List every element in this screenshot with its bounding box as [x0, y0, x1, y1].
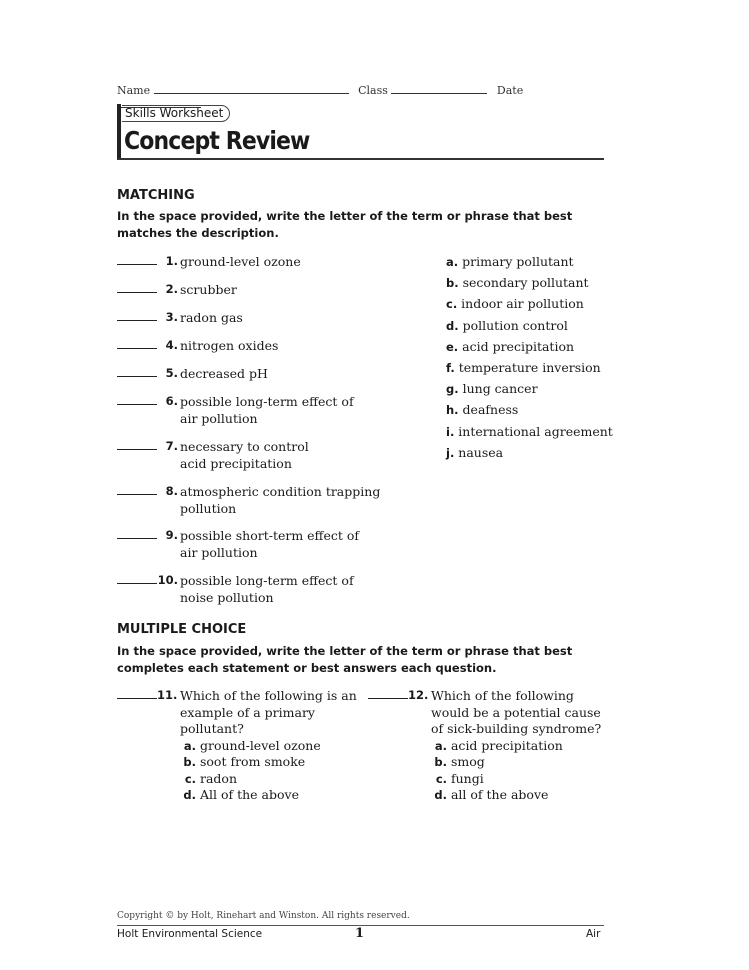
- item-text: scrubber: [180, 282, 237, 297]
- answer-blank[interactable]: [117, 337, 157, 349]
- title-rule: [117, 158, 604, 160]
- choice-text: soot from smoke: [199, 754, 306, 769]
- option-letter: j.: [446, 445, 455, 460]
- item-number: 2.: [165, 282, 178, 296]
- item-text: acid precipitation: [180, 456, 292, 471]
- skills-worksheet-badge: Skills Worksheet: [122, 105, 230, 122]
- matching-option: [446, 423, 613, 441]
- option-letter: e.: [446, 339, 459, 354]
- item-text: radon gas: [180, 310, 243, 325]
- option-text: deafness: [462, 402, 519, 418]
- option-text: pollution control: [462, 317, 568, 333]
- item-text: noise pollution: [180, 590, 274, 605]
- option-letter: h.: [446, 403, 459, 418]
- option-text: international agreement: [458, 423, 613, 439]
- matching-option: [446, 359, 601, 377]
- item-number: 10.: [157, 573, 178, 587]
- matching-instructions: In the space provided, write the letter of the term or phrase that best matches the description.: [117, 209, 573, 240]
- question-number: 12.: [408, 688, 429, 702]
- choice-letter: a.: [434, 738, 447, 753]
- matching-item: [117, 393, 417, 429]
- option-letter: f.: [446, 361, 455, 375]
- item-number: 8.: [165, 484, 178, 498]
- option-letter: g.: [446, 382, 459, 397]
- option-letter: i.: [446, 424, 455, 439]
- answer-choice: [431, 737, 563, 755]
- item-text: necessary to control: [180, 439, 309, 454]
- name-label: Name: [117, 84, 151, 97]
- choice-text: All of the above: [199, 787, 299, 802]
- answer-blank[interactable]: [117, 365, 157, 377]
- choice-letter: b.: [434, 755, 447, 769]
- option-text: lung cancer: [462, 381, 538, 397]
- matching-option: [446, 338, 574, 356]
- answer-blank[interactable]: [117, 253, 157, 265]
- item-text: air pollution: [180, 411, 258, 426]
- answer-choice: [180, 737, 321, 755]
- item-text: nitrogen oxides: [180, 338, 279, 353]
- option-text: temperature inversion: [458, 360, 601, 375]
- chapter-name: Air: [586, 928, 601, 940]
- matching-heading: MATCHING: [117, 188, 195, 203]
- class-label: Class: [358, 84, 388, 97]
- option-letter: c.: [446, 297, 458, 312]
- option-letter: b.: [446, 276, 459, 291]
- option-text: primary pollutant: [462, 254, 574, 269]
- question-stem: Which of the following: [431, 688, 574, 703]
- matching-option: [446, 380, 538, 398]
- answer-blank[interactable]: [117, 483, 157, 495]
- item-text: atmospheric condition trapping: [180, 484, 381, 499]
- choice-text: ground-level ozone: [199, 737, 321, 753]
- answer-blank[interactable]: [117, 572, 157, 584]
- matching-item: [117, 527, 417, 563]
- book-title: Holt Environmental Science: [117, 928, 263, 940]
- answer-blank[interactable]: [117, 309, 157, 321]
- name-field[interactable]: [154, 83, 349, 94]
- question-stem: pollutant?: [180, 721, 244, 736]
- option-text: indoor air pollution: [461, 296, 584, 312]
- title-bar-accent: [117, 104, 121, 159]
- matching-option: [446, 253, 574, 271]
- multiple-choice-heading: MULTIPLE CHOICE: [117, 622, 247, 637]
- item-text: ground-level ozone: [180, 254, 301, 269]
- question-number: 11.: [157, 688, 178, 702]
- page-number: 1: [355, 926, 365, 941]
- answer-blank[interactable]: [117, 438, 157, 450]
- answer-blank[interactable]: [368, 687, 408, 699]
- item-number: 1.: [165, 254, 178, 268]
- choice-text: fungi: [450, 770, 484, 786]
- option-text: acid precipitation: [462, 338, 575, 354]
- multiple-choice-instructions: In the space provided, write the letter of the term or phrase that best completes each statement or best answers each question.: [117, 644, 573, 675]
- item-number: 9.: [165, 528, 178, 542]
- item-text: pollution: [180, 501, 237, 516]
- item-text: air pollution: [180, 545, 258, 560]
- answer-choice: [180, 753, 305, 771]
- matching-item: [117, 438, 417, 474]
- option-letter: a.: [446, 255, 459, 269]
- matching-option: [446, 444, 503, 462]
- answer-choice: [180, 786, 299, 804]
- choice-text: all of the above: [450, 787, 549, 802]
- question-stem: of sick-building syndrome?: [431, 721, 602, 736]
- matching-option: [446, 295, 584, 313]
- answer-blank[interactable]: [117, 393, 157, 405]
- choice-text: smog: [450, 754, 485, 769]
- matching-option: [446, 317, 568, 335]
- option-text: nausea: [458, 444, 504, 460]
- choice-letter: b.: [183, 755, 196, 769]
- item-text: possible long-term effect of: [180, 573, 354, 588]
- choice-letter: d.: [434, 788, 447, 802]
- choice-letter: a.: [183, 738, 196, 753]
- item-number: 3.: [165, 310, 178, 324]
- answer-blank[interactable]: [117, 527, 157, 539]
- item-number: 5.: [165, 366, 178, 380]
- matching-option: [446, 401, 518, 419]
- question-stem: example of a primary: [180, 704, 315, 720]
- matching-item: [117, 483, 417, 519]
- class-field[interactable]: [391, 83, 487, 94]
- answer-choice: [431, 770, 484, 788]
- item-text: possible short-term effect of: [180, 528, 359, 543]
- item-text: possible long-term effect of: [180, 394, 354, 409]
- answer-choice: [431, 753, 485, 771]
- item-number: 4.: [165, 338, 178, 352]
- item-text: decreased pH: [180, 366, 268, 381]
- matching-option: [446, 274, 589, 292]
- answer-blank[interactable]: [117, 281, 157, 293]
- answer-blank[interactable]: [117, 687, 157, 699]
- choice-text: acid precipitation: [450, 737, 563, 753]
- option-letter: d.: [446, 318, 459, 333]
- question-stem: Which of the following is an: [180, 688, 357, 703]
- copyright-notice: Copyright © by Holt, Rinehart and Winston. All rights reserved.: [117, 911, 410, 921]
- choice-letter: c.: [435, 771, 447, 786]
- choice-text: radon: [199, 770, 237, 786]
- matching-item: [117, 572, 417, 608]
- date-label: Date: [496, 84, 524, 97]
- option-text: secondary pollutant: [462, 275, 589, 291]
- answer-choice: [431, 786, 548, 804]
- page-title: Concept Review: [124, 126, 310, 155]
- item-number: 7.: [165, 439, 178, 453]
- answer-choice: [180, 770, 237, 788]
- choice-letter: c.: [184, 771, 196, 786]
- question-stem: would be a potential cause: [431, 704, 601, 720]
- choice-letter: d.: [183, 788, 196, 802]
- item-number: 6.: [165, 394, 178, 408]
